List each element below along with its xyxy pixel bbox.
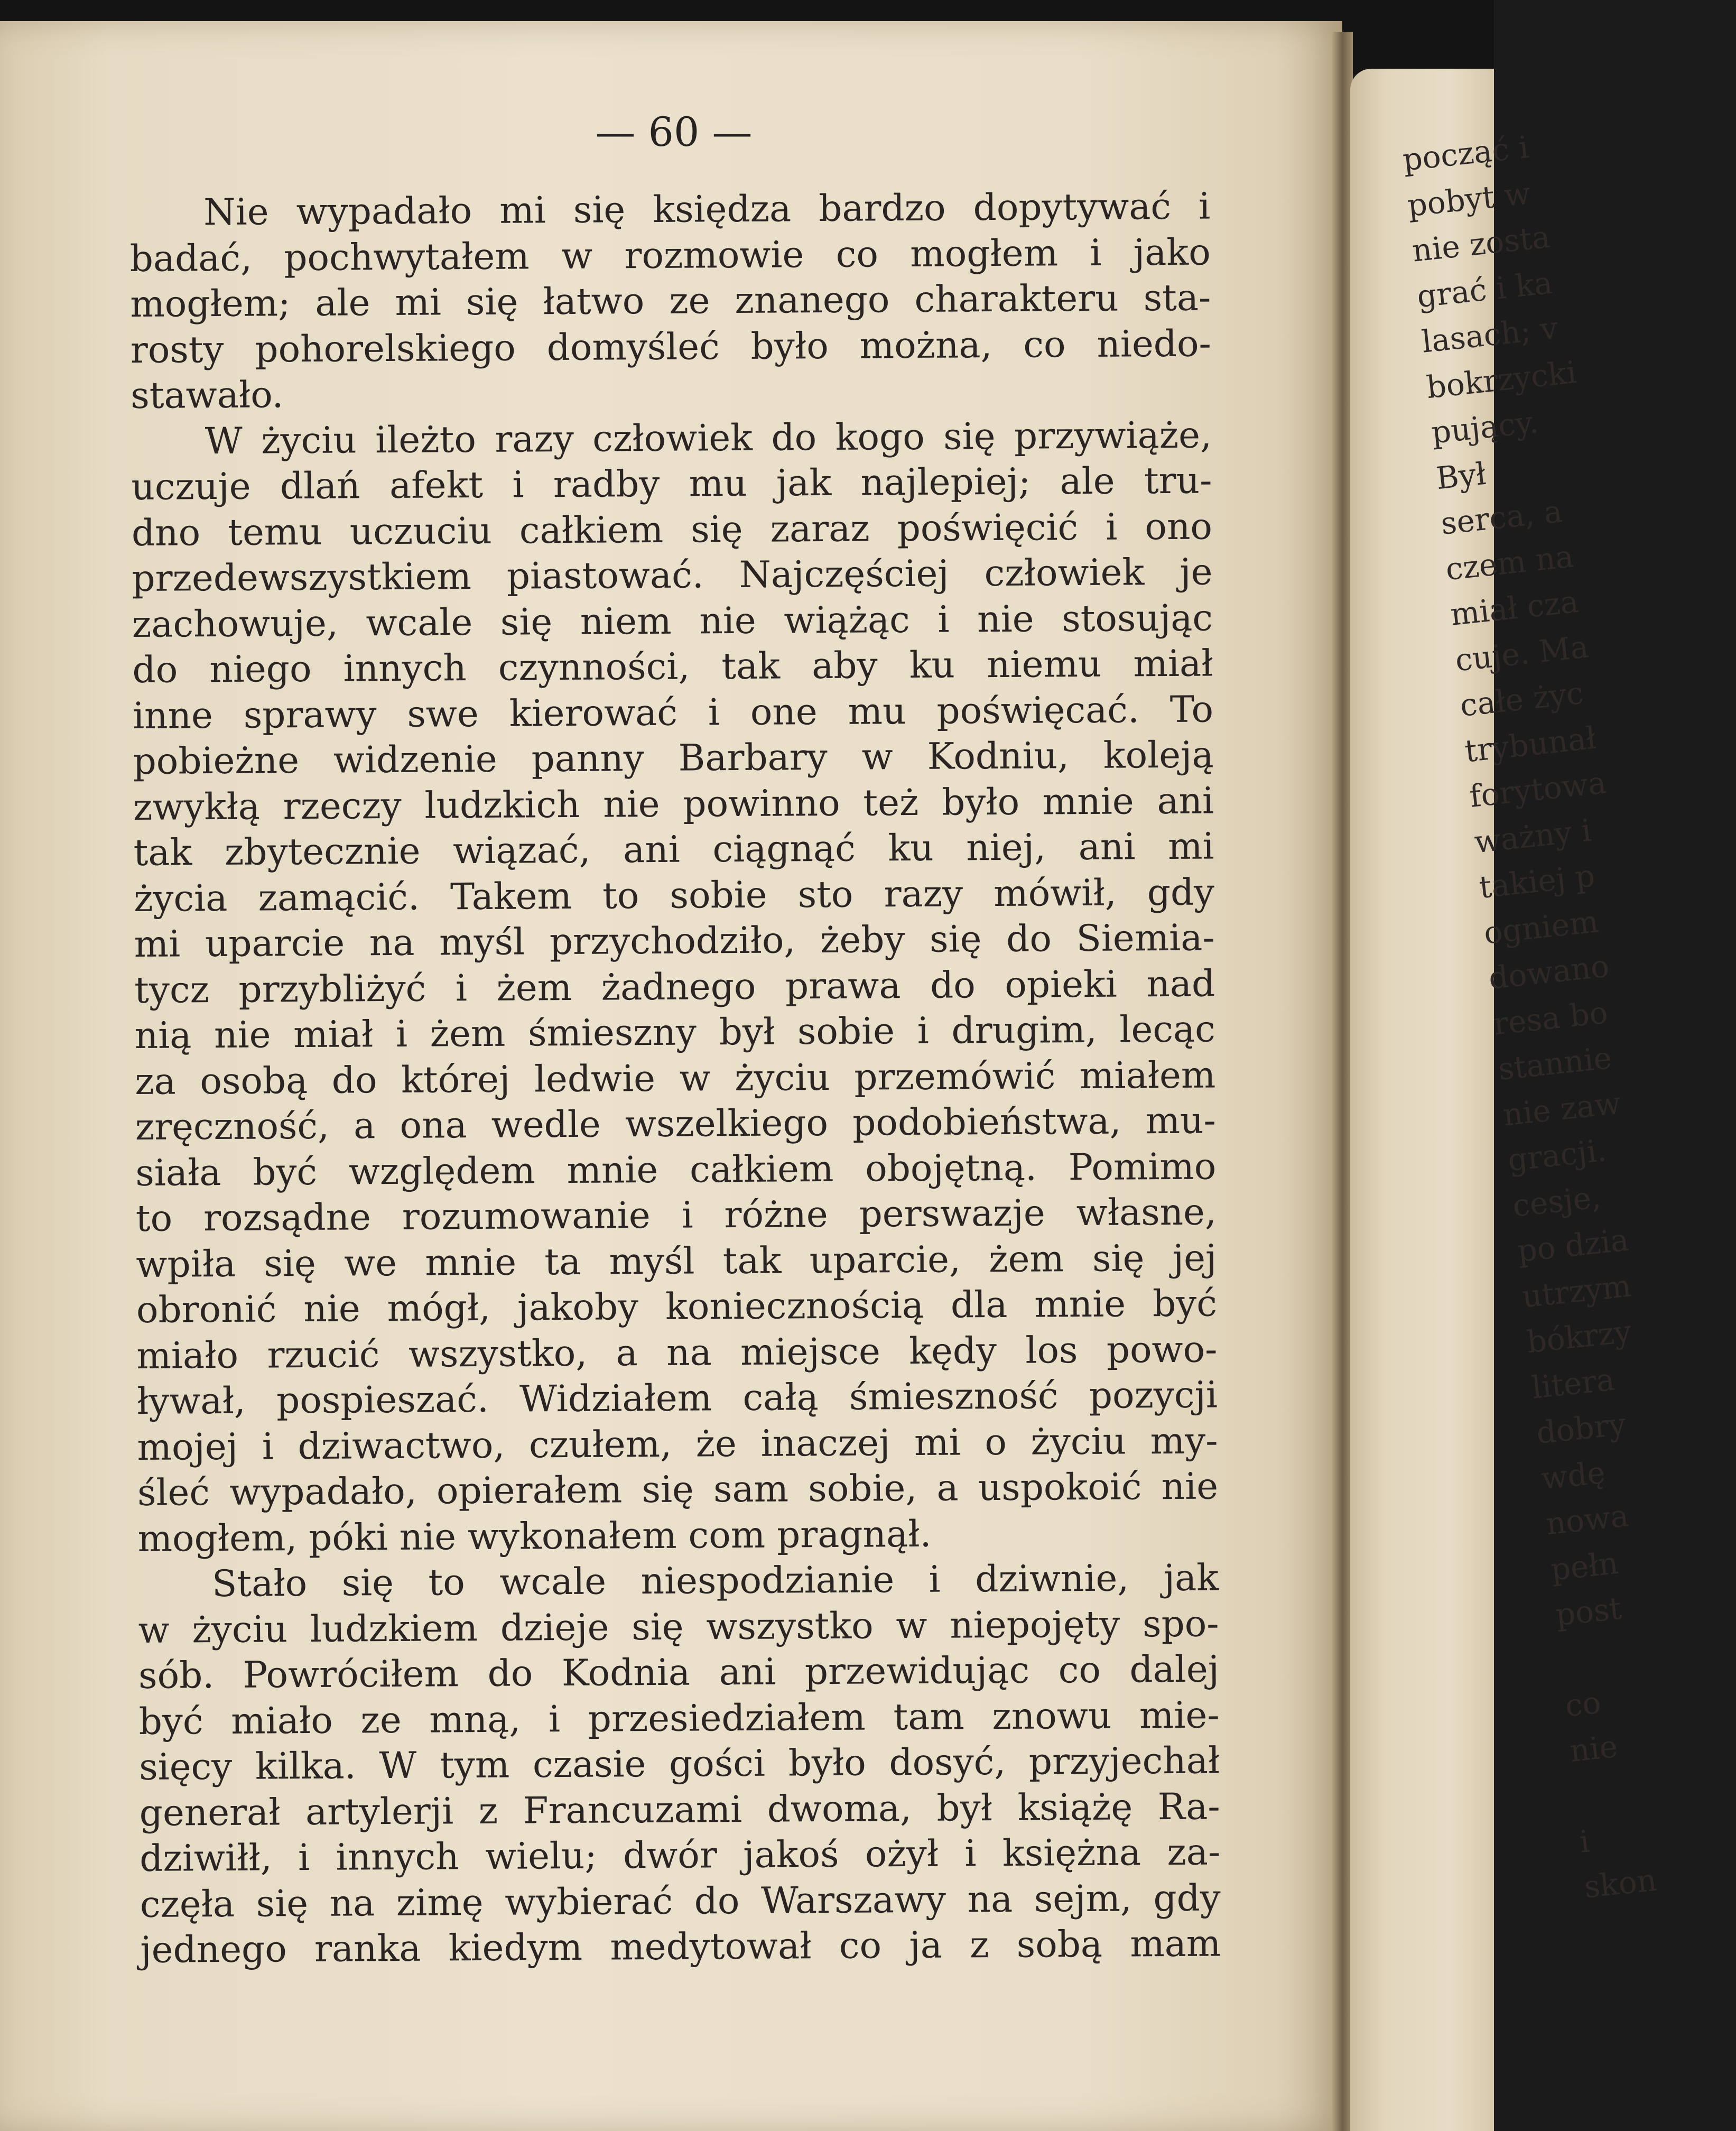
right-page-line: cuje. Ma xyxy=(1453,628,1591,678)
right-page-line: cesje, xyxy=(1510,1179,1603,1224)
text-line: za osobą do której ledwie w życiu przemówić miałem xyxy=(135,1053,1216,1103)
text-line: być miało ze mną, i przesiedziałem tam znowu mie- xyxy=(138,1693,1220,1743)
text-line: wpiła się we mnie ta myśl tak uparcie, żem się jej xyxy=(136,1236,1217,1286)
text-line: zachowuje, wcale się niem nie wiążąc i nie stosując xyxy=(132,596,1213,646)
text-line: ływał, pospieszać. Widziałem całą śmieszność pozycji xyxy=(136,1374,1218,1423)
right-page-line: nie xyxy=(1568,1728,1620,1769)
right-page-line: lasach; v xyxy=(1420,310,1559,360)
right-page-line: grać i ka xyxy=(1415,264,1554,314)
text-line: tycz przybliżyć i żem żadnego prawa do opieki nad xyxy=(134,962,1215,1012)
right-page-line: bókrzy xyxy=(1525,1313,1633,1360)
text-line: Nie wypadało mi się księdza bardzo dopytywać i xyxy=(203,185,1211,234)
text-line: siała być względem mnie całkiem obojętną. Pomimo xyxy=(135,1145,1217,1194)
right-page-line: bokrzycki xyxy=(1425,354,1579,405)
right-page-line: serca, a xyxy=(1439,493,1564,542)
right-page-line: dobry xyxy=(1535,1405,1628,1451)
right-page-line: forytowa xyxy=(1468,764,1608,814)
right-page-line: wdę xyxy=(1539,1454,1607,1497)
text-line: tak zbytecznie wiązać, ani ciągnąć ku niej, ani mi xyxy=(133,825,1214,874)
right-page-line: miał cza xyxy=(1449,583,1581,633)
text-line: mojej i dziwactwo, czułem, że inaczej mi o życiu my- xyxy=(137,1419,1218,1469)
right-page-line: gracji. xyxy=(1506,1132,1608,1179)
text-line: obronić nie mógł, jakoby koniecznością dla mnie być xyxy=(136,1282,1218,1331)
book-gutter xyxy=(1332,32,1353,2131)
text-line: sób. Powróciłem do Kodnia ani przewidując co dalej xyxy=(138,1648,1220,1697)
page-number: — 60 — xyxy=(595,108,753,155)
right-page-line: litera xyxy=(1530,1361,1617,1406)
text-line: dno temu uczuciu całkiem się zaraz poświęcić i ono xyxy=(131,505,1213,554)
right-page-line: skon xyxy=(1582,1861,1658,1905)
right-page-line: pełn xyxy=(1549,1544,1620,1588)
text-line: stawało. xyxy=(131,374,284,417)
text-line: pobieżne widzenie panny Barbary w Kodniu, koleją xyxy=(133,734,1214,783)
text-line: mogłem, póki nie wykonałem com pragnął. xyxy=(137,1513,932,1560)
right-page-line: post xyxy=(1554,1590,1623,1633)
right-page-line: pobyt w xyxy=(1405,174,1533,224)
text-line: jednego ranka kiedym medytował co ja z sobą mam xyxy=(140,1922,1221,1971)
right-page-line: nowa xyxy=(1544,1497,1630,1542)
right-page-line: nie zosta xyxy=(1410,218,1552,269)
right-page-line: takiej p xyxy=(1477,857,1596,905)
text-line: sięcy kilka. W tym czasie gości było dosyć, przyjechał xyxy=(138,1739,1220,1789)
text-line: do niego innych czynności, tak aby ku niemu miał xyxy=(132,642,1213,691)
right-page-line: nie zaw xyxy=(1501,1085,1623,1133)
text-line: zręczność, a ona wedle wszelkiego podobieństwa, mu- xyxy=(135,1099,1217,1148)
text-line: życia zamącić. Takem to sobie sto razy mówił, gdy xyxy=(133,870,1215,920)
text-line: to rozsądne rozumowanie i różne perswazje własne, xyxy=(135,1191,1217,1240)
text-line: śleć wypadało, opierałem się sam sobie, a uspokoić nie xyxy=(137,1465,1219,1514)
text-line: zwykłą rzeczy ludzkich nie powinno też było mnie ani xyxy=(133,779,1214,829)
right-page-line: ogniem xyxy=(1482,903,1600,951)
right-page-line: po dzia xyxy=(1515,1221,1631,1270)
text-line: dziwiłł, i innych wielu; dwór jakoś ożył i księżna za- xyxy=(140,1831,1221,1880)
text-line: mogłem; ale mi się łatwo ze znanego charakteru sta- xyxy=(130,276,1211,326)
right-page-line: począć i xyxy=(1400,128,1530,178)
text-line: rosty pohorelskiego domyśleć było można, co niedo- xyxy=(130,322,1212,372)
right-page-line: utrzym xyxy=(1520,1267,1633,1315)
right-page-line: dowano xyxy=(1487,948,1611,997)
right-page-line: Był xyxy=(1434,455,1488,496)
body-text xyxy=(129,184,1221,1974)
text-line: w życiu ludzkiem dzieje się wszystko w niepojęty spo- xyxy=(138,1602,1219,1652)
right-page-line: trybunał xyxy=(1463,719,1598,769)
text-line: Stało się to wcale niespodzianie i dziwnie, jak xyxy=(211,1556,1219,1606)
right-page-line: stannie xyxy=(1496,1039,1613,1088)
text-line: miało rzucić wszystko, a na miejsce kędy los powo- xyxy=(136,1328,1218,1377)
text-line: nią nie miał i żem śmieszny był sobie i drugim, lecąc xyxy=(134,1008,1215,1057)
right-page-line: i xyxy=(1577,1822,1591,1860)
text-line: inne sprawy swe kierować i one mu poświęcać. To xyxy=(132,688,1214,737)
text-line: W życiu ileżto razy człowiek do kogo się przywiąże, xyxy=(205,413,1212,462)
text-line: przedewszystkiem piastować. Najczęściej człowiek je xyxy=(132,551,1213,600)
right-page-line: co xyxy=(1563,1684,1603,1724)
text-line: uczuje dlań afekt i radby mu jak najlepiej; ale tru- xyxy=(131,459,1212,508)
right-page-line: ważny i xyxy=(1472,812,1593,860)
text-line: generał artylerji z Francuzami dwoma, był książę Ra- xyxy=(139,1785,1220,1834)
text-line: mi uparcie na myśl przychodziło, żeby się do Siemia- xyxy=(134,916,1215,966)
text-line: częła się na zimę wybierać do Warszawy na sejm, gdy xyxy=(140,1876,1221,1926)
right-page-line: pujący. xyxy=(1429,403,1540,451)
right-page-line: całe życ xyxy=(1458,674,1585,724)
text-line: badać, pochwytałem w rozmowie co mogłem i jako xyxy=(129,231,1211,280)
right-page-line: czem na xyxy=(1444,538,1575,587)
right-page-line: resa bo xyxy=(1491,994,1610,1042)
